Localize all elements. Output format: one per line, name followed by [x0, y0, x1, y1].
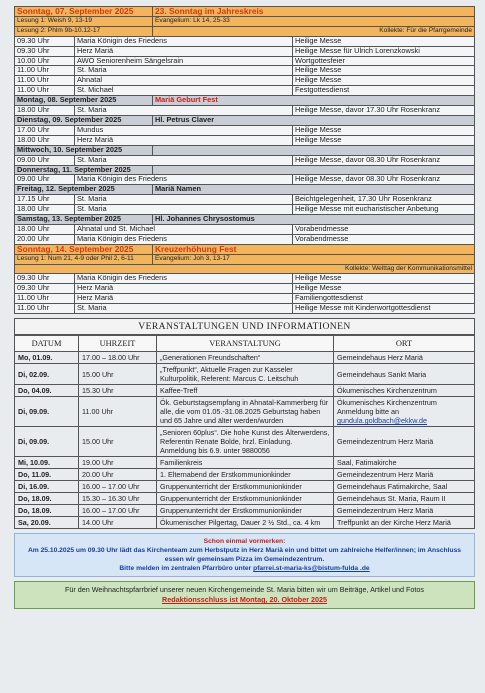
event-row	[15, 481, 475, 493]
service-time: 17.15 Uhr	[15, 195, 75, 205]
event-place	[334, 385, 475, 397]
events-header-date: DATUM	[15, 336, 79, 352]
service-type: Familiengottesdienst	[293, 294, 475, 304]
service-type: Heilige Messe	[293, 135, 475, 145]
event-row	[15, 517, 475, 529]
event-time: 20.00 Uhr	[79, 469, 157, 481]
service-row	[15, 66, 475, 76]
service-type: Vorabendmesse	[293, 234, 475, 244]
service-type: Heilige Messe	[293, 66, 475, 76]
service-time: 18.00 Uhr	[15, 106, 75, 116]
service-row	[15, 155, 475, 165]
event-place	[334, 481, 475, 493]
event-row	[15, 457, 475, 469]
service-row	[15, 304, 475, 314]
event-place-text: Gemeindehaus Herz Mariä	[337, 353, 423, 363]
service-place: Ahnatal	[75, 76, 293, 86]
service-type: Heilige Messe mit Kinderwortgottesdienst	[293, 304, 475, 314]
notice-text2: Bitte melden im zentralen Pfarrbüro unter	[119, 565, 252, 573]
service-place: St. Maria	[75, 155, 293, 165]
event-time: 15.00 Uhr	[79, 364, 157, 385]
service-type: Festgottesdienst	[293, 86, 475, 96]
service-row	[15, 76, 475, 86]
service-place: Maria Königin des Friedens	[75, 234, 293, 244]
event-date: Di, 09.09.	[15, 397, 79, 427]
event-place-text: Ökumenisches Kirchenzentrum	[337, 386, 437, 396]
event-date: Do, 04.09.	[15, 385, 79, 397]
event-name: „Senioren 60plus“. Die hohe Kunst des Älterwerdens, Referentin Renate Bolde, hrzl. Einladung. Anmeldung bis 6.9. unter 9880056	[157, 427, 334, 457]
service-time: 18.00 Uhr	[15, 205, 75, 215]
event-row	[15, 364, 475, 385]
event-place-text: Gemeindezentrum Herz Mariä	[337, 470, 434, 480]
event-email-link[interactable]: gundula.goldbach@ekkw.de	[337, 416, 428, 426]
event-row	[15, 469, 475, 481]
weekday-feast: Hl. Johannes Chrysostomus	[153, 215, 475, 225]
event-place	[334, 505, 475, 517]
weekday-feast	[153, 165, 475, 175]
weekday-date: Samstag, 13. September 2025	[15, 215, 153, 225]
notice-email-link[interactable]: pfarrei.st-maria-ks@bistum-fulda .de	[253, 565, 370, 573]
service-place: AWO Seniorenheim Sängelsrain	[75, 56, 293, 66]
service-row	[15, 86, 475, 96]
event-date: Di, 16.09.	[15, 481, 79, 493]
event-time: 17.00 – 18.00 Uhr	[79, 352, 157, 364]
event-place	[334, 397, 475, 427]
event-row	[15, 427, 475, 457]
service-time: 09.00 Uhr	[15, 155, 75, 165]
service-time: 09.30 Uhr	[15, 274, 75, 284]
service-type: Beichtgelegenheit, 17.30 Uhr Rosenkranz	[293, 195, 475, 205]
events-header-time: UHRZEIT	[79, 336, 157, 352]
event-name: „Treffpunkt“, Aktuelle Fragen zur Kasseler Kulturpolitik, Referent: Marcus C. Leitschuh	[157, 364, 334, 385]
event-time: 15.00 Uhr	[79, 427, 157, 457]
service-row	[15, 224, 475, 234]
sunday-date: Sonntag, 14. September 2025	[15, 244, 153, 254]
event-place	[334, 364, 475, 385]
weekday-date: Montag, 08. September 2025	[15, 96, 153, 106]
weekday-header	[15, 115, 475, 125]
event-name: Kaffee-Treff	[157, 385, 334, 397]
service-type: Heilige Messe mit eucharistischer Anbetung	[293, 205, 475, 215]
sunday-readings-text: Lesung 1: Num 21, 4-9 oder Phil 2, 6-11	[15, 254, 153, 264]
event-place-text: Gemeindezentrum Herz Mariä	[337, 506, 434, 516]
service-place: Herz Mariä	[75, 46, 293, 56]
event-date: Do, 11.09.	[15, 469, 79, 481]
event-time: 16.00 – 17.00 Uhr	[79, 505, 157, 517]
service-row	[15, 274, 475, 284]
service-time: 11.00 Uhr	[15, 294, 75, 304]
event-place-text: Ökumenisches Kirchenzentrum Anmeldung bitte an	[337, 398, 437, 417]
footer-deadline: Redaktionsschluss ist Montag, 20. Oktober 2025	[162, 595, 327, 605]
event-place-text: Gemeindezentrum Herz Mariä	[337, 437, 434, 447]
event-row	[15, 385, 475, 397]
sunday-header	[15, 244, 475, 254]
event-name: Ökumenischer Pilgertag, Dauer 2 ½ Std., ca. 4 km	[157, 517, 334, 529]
sunday-gospel: Evangelium: Lk 14, 25-33	[153, 16, 475, 26]
service-type: Heilige Messe, davor 08.30 Uhr Rosenkranz	[293, 155, 475, 165]
sunday-feast: 23. Sonntag im Jahreskreis	[153, 7, 475, 17]
event-time: 19.00 Uhr	[79, 457, 157, 469]
service-type: Wortgottesfeier	[293, 56, 475, 66]
service-place: Herz Mariä	[75, 135, 293, 145]
weekday-date: Mittwoch, 10. September 2025	[15, 145, 153, 155]
service-time: 20.00 Uhr	[15, 234, 75, 244]
sunday-kollekte-row	[15, 264, 475, 274]
service-place: Ahnatal und St. Michael	[75, 224, 293, 234]
events-table	[14, 335, 475, 529]
service-time: 11.00 Uhr	[15, 76, 75, 86]
service-time: 09.00 Uhr	[15, 175, 75, 185]
weekday-header	[15, 165, 475, 175]
service-type: Heilige Messe	[293, 125, 475, 135]
weekday-feast	[153, 145, 475, 155]
parish-bulletin	[14, 6, 475, 609]
sunday-kollekte: Kollekte: Welttag der Kommunikationsmittel	[15, 264, 475, 274]
weekday-date: Freitag, 12. September 2025	[15, 185, 153, 195]
sunday-reading2: Lesung 2: Phlm 9b-10.12-17	[15, 26, 153, 36]
notice-box	[14, 533, 475, 577]
weekday-feast: Mariä Namen	[153, 185, 475, 195]
event-time: 11.00 Uhr	[79, 397, 157, 427]
event-place-text: Gemeindehaus St. Maria, Raum II	[337, 494, 446, 504]
event-place	[334, 493, 475, 505]
event-name: Gruppenunterricht der Erstkommunionkinder	[157, 493, 334, 505]
schedule-table	[14, 6, 475, 314]
service-place: St. Maria	[75, 106, 293, 116]
service-place: St. Maria	[75, 304, 293, 314]
service-row	[15, 106, 475, 116]
sunday-header	[15, 7, 475, 17]
event-time: 16.00 – 17.00 Uhr	[79, 481, 157, 493]
service-time: 09.30 Uhr	[15, 46, 75, 56]
service-time: 17.00 Uhr	[15, 125, 75, 135]
weekday-header	[15, 185, 475, 195]
event-place	[334, 457, 475, 469]
weekday-header	[15, 215, 475, 225]
event-row	[15, 493, 475, 505]
event-time: 15.30 – 16.30 Uhr	[79, 493, 157, 505]
event-name: Gruppenunterricht der Erstkommunionkinder	[157, 481, 334, 493]
sunday-readings	[15, 254, 475, 264]
event-time: 14.00 Uhr	[79, 517, 157, 529]
service-row	[15, 125, 475, 135]
service-type: Heilige Messe für Ulrich Lorenzkowski	[293, 46, 475, 56]
notice-text: Am 25.10.2025 um 09.30 Uhr lädt das Kirchenteam zum Herbstputz in Herz Mariä ein und bittet um zahlreiche Helfer/innen; im Anschluss essen wir gemeinsam Pizza im Gemeindezentrum.	[27, 547, 462, 564]
event-date: Do, 18.09.	[15, 493, 79, 505]
event-name: Gruppenunterricht der Erstkommunionkinder	[157, 505, 334, 517]
event-place	[334, 427, 475, 457]
weekday-feast: Mariä Geburt Fest	[153, 96, 475, 106]
weekday-header	[15, 96, 475, 106]
sunday-feast: Kreuzerhöhung Fest	[153, 244, 475, 254]
service-row	[15, 46, 475, 56]
event-place-text: Saal, Fatimakirche	[337, 458, 397, 468]
footer-box	[14, 581, 475, 609]
service-time: 18.00 Uhr	[15, 224, 75, 234]
events-title: VERANSTALTUNGEN UND INFORMATIONEN	[14, 318, 475, 335]
service-time: 10.00 Uhr	[15, 56, 75, 66]
event-name: 1. Elternabend der Erstkommunionkinder	[157, 469, 334, 481]
sunday-gospel: Evangelium: Joh 3, 13-17	[153, 254, 475, 264]
service-place: Herz Mariä	[75, 284, 293, 294]
service-place: Mundus	[75, 125, 293, 135]
event-name: Ök. Geburtstagsempfang in Ahnatal-Kammerberg für alle, die vom 01.05.-31.08.2025 Geburtstag haben und 65 Jahre und älter werden/wurden	[157, 397, 334, 427]
service-row	[15, 36, 475, 46]
event-place-text: Treffpunkt an der Kirche Herz Mariä	[337, 518, 451, 528]
event-date: Mi, 10.09.	[15, 457, 79, 469]
service-row	[15, 205, 475, 215]
service-time: 11.00 Uhr	[15, 66, 75, 76]
event-date: Di, 09.09.	[15, 427, 79, 457]
weekday-feast: Hl. Petrus Claver	[153, 115, 475, 125]
service-row	[15, 284, 475, 294]
events-header-place: ORT	[334, 336, 475, 352]
event-place	[334, 469, 475, 481]
service-row	[15, 56, 475, 66]
event-name: Familienkreis	[157, 457, 334, 469]
event-row	[15, 352, 475, 364]
notice-heading: Schon einmal vormerken:	[203, 538, 286, 546]
service-time: 11.00 Uhr	[15, 86, 75, 96]
footer-text: Für den Weihnachtspfarrbrief unserer neuen Kirchengemeinde St. Maria bitten wir um Beiträge, Artikel und Fotos	[64, 585, 425, 595]
service-type: Heilige Messe, davor 08.30 Uhr Rosenkranz	[293, 175, 475, 185]
event-name: „Generationen Freundschaften“	[157, 352, 334, 364]
service-time: 18.00 Uhr	[15, 135, 75, 145]
service-place: Maria Königin des Friedens	[75, 274, 293, 284]
events-header-event: VERANSTALTUNG	[157, 336, 334, 352]
event-place	[334, 352, 475, 364]
event-date: Di, 02.09.	[15, 364, 79, 385]
service-time: 09.30 Uhr	[15, 36, 75, 46]
sunday-kollekte: Kollekte: Für die Pfarrgemeinde	[153, 26, 475, 36]
service-row	[15, 294, 475, 304]
service-row	[15, 175, 475, 185]
event-row	[15, 397, 475, 427]
event-place	[334, 517, 475, 529]
event-place-text: Gemeindehaus Fatimakirche, Saal	[337, 482, 448, 492]
event-time: 15.30 Uhr	[79, 385, 157, 397]
event-date: Sa, 20.09.	[15, 517, 79, 529]
weekday-header	[15, 145, 475, 155]
service-place: St. Maria	[75, 66, 293, 76]
event-row	[15, 505, 475, 517]
service-place: St. Maria	[75, 205, 293, 215]
service-row	[15, 195, 475, 205]
service-type: Heilige Messe	[293, 36, 475, 46]
sunday-readings2	[15, 26, 475, 36]
sunday-readings	[15, 16, 475, 26]
service-place: St. Michael	[75, 86, 293, 96]
weekday-date: Donnerstag, 11. September 2025	[15, 165, 153, 175]
service-type: Vorabendmesse	[293, 224, 475, 234]
service-place: St. Maria	[75, 195, 293, 205]
service-type: Heilige Messe, davor 17.30 Uhr Rosenkranz	[293, 106, 475, 116]
event-place-text: Gemeindehaus Sankt Maria	[337, 369, 427, 379]
service-place: Maria Königin des Friedens	[75, 175, 293, 185]
service-row	[15, 234, 475, 244]
service-type: Heilige Messe	[293, 274, 475, 284]
service-row	[15, 135, 475, 145]
sunday-date: Sonntag, 07. September 2025	[15, 7, 153, 17]
service-time: 09.30 Uhr	[15, 284, 75, 294]
sunday-reading1: Lesung 1: Weish 9, 13-19	[15, 16, 153, 26]
service-time: 11.00 Uhr	[15, 304, 75, 314]
service-place: Maria Königin des Friedens	[75, 36, 293, 46]
event-date: Do, 18.09.	[15, 505, 79, 517]
service-type: Heilige Messe	[293, 76, 475, 86]
service-place: Herz Mariä	[75, 294, 293, 304]
service-type: Heilige Messe	[293, 284, 475, 294]
weekday-date: Dienstag, 09. September 2025	[15, 115, 153, 125]
event-date: Mo, 01.09.	[15, 352, 79, 364]
